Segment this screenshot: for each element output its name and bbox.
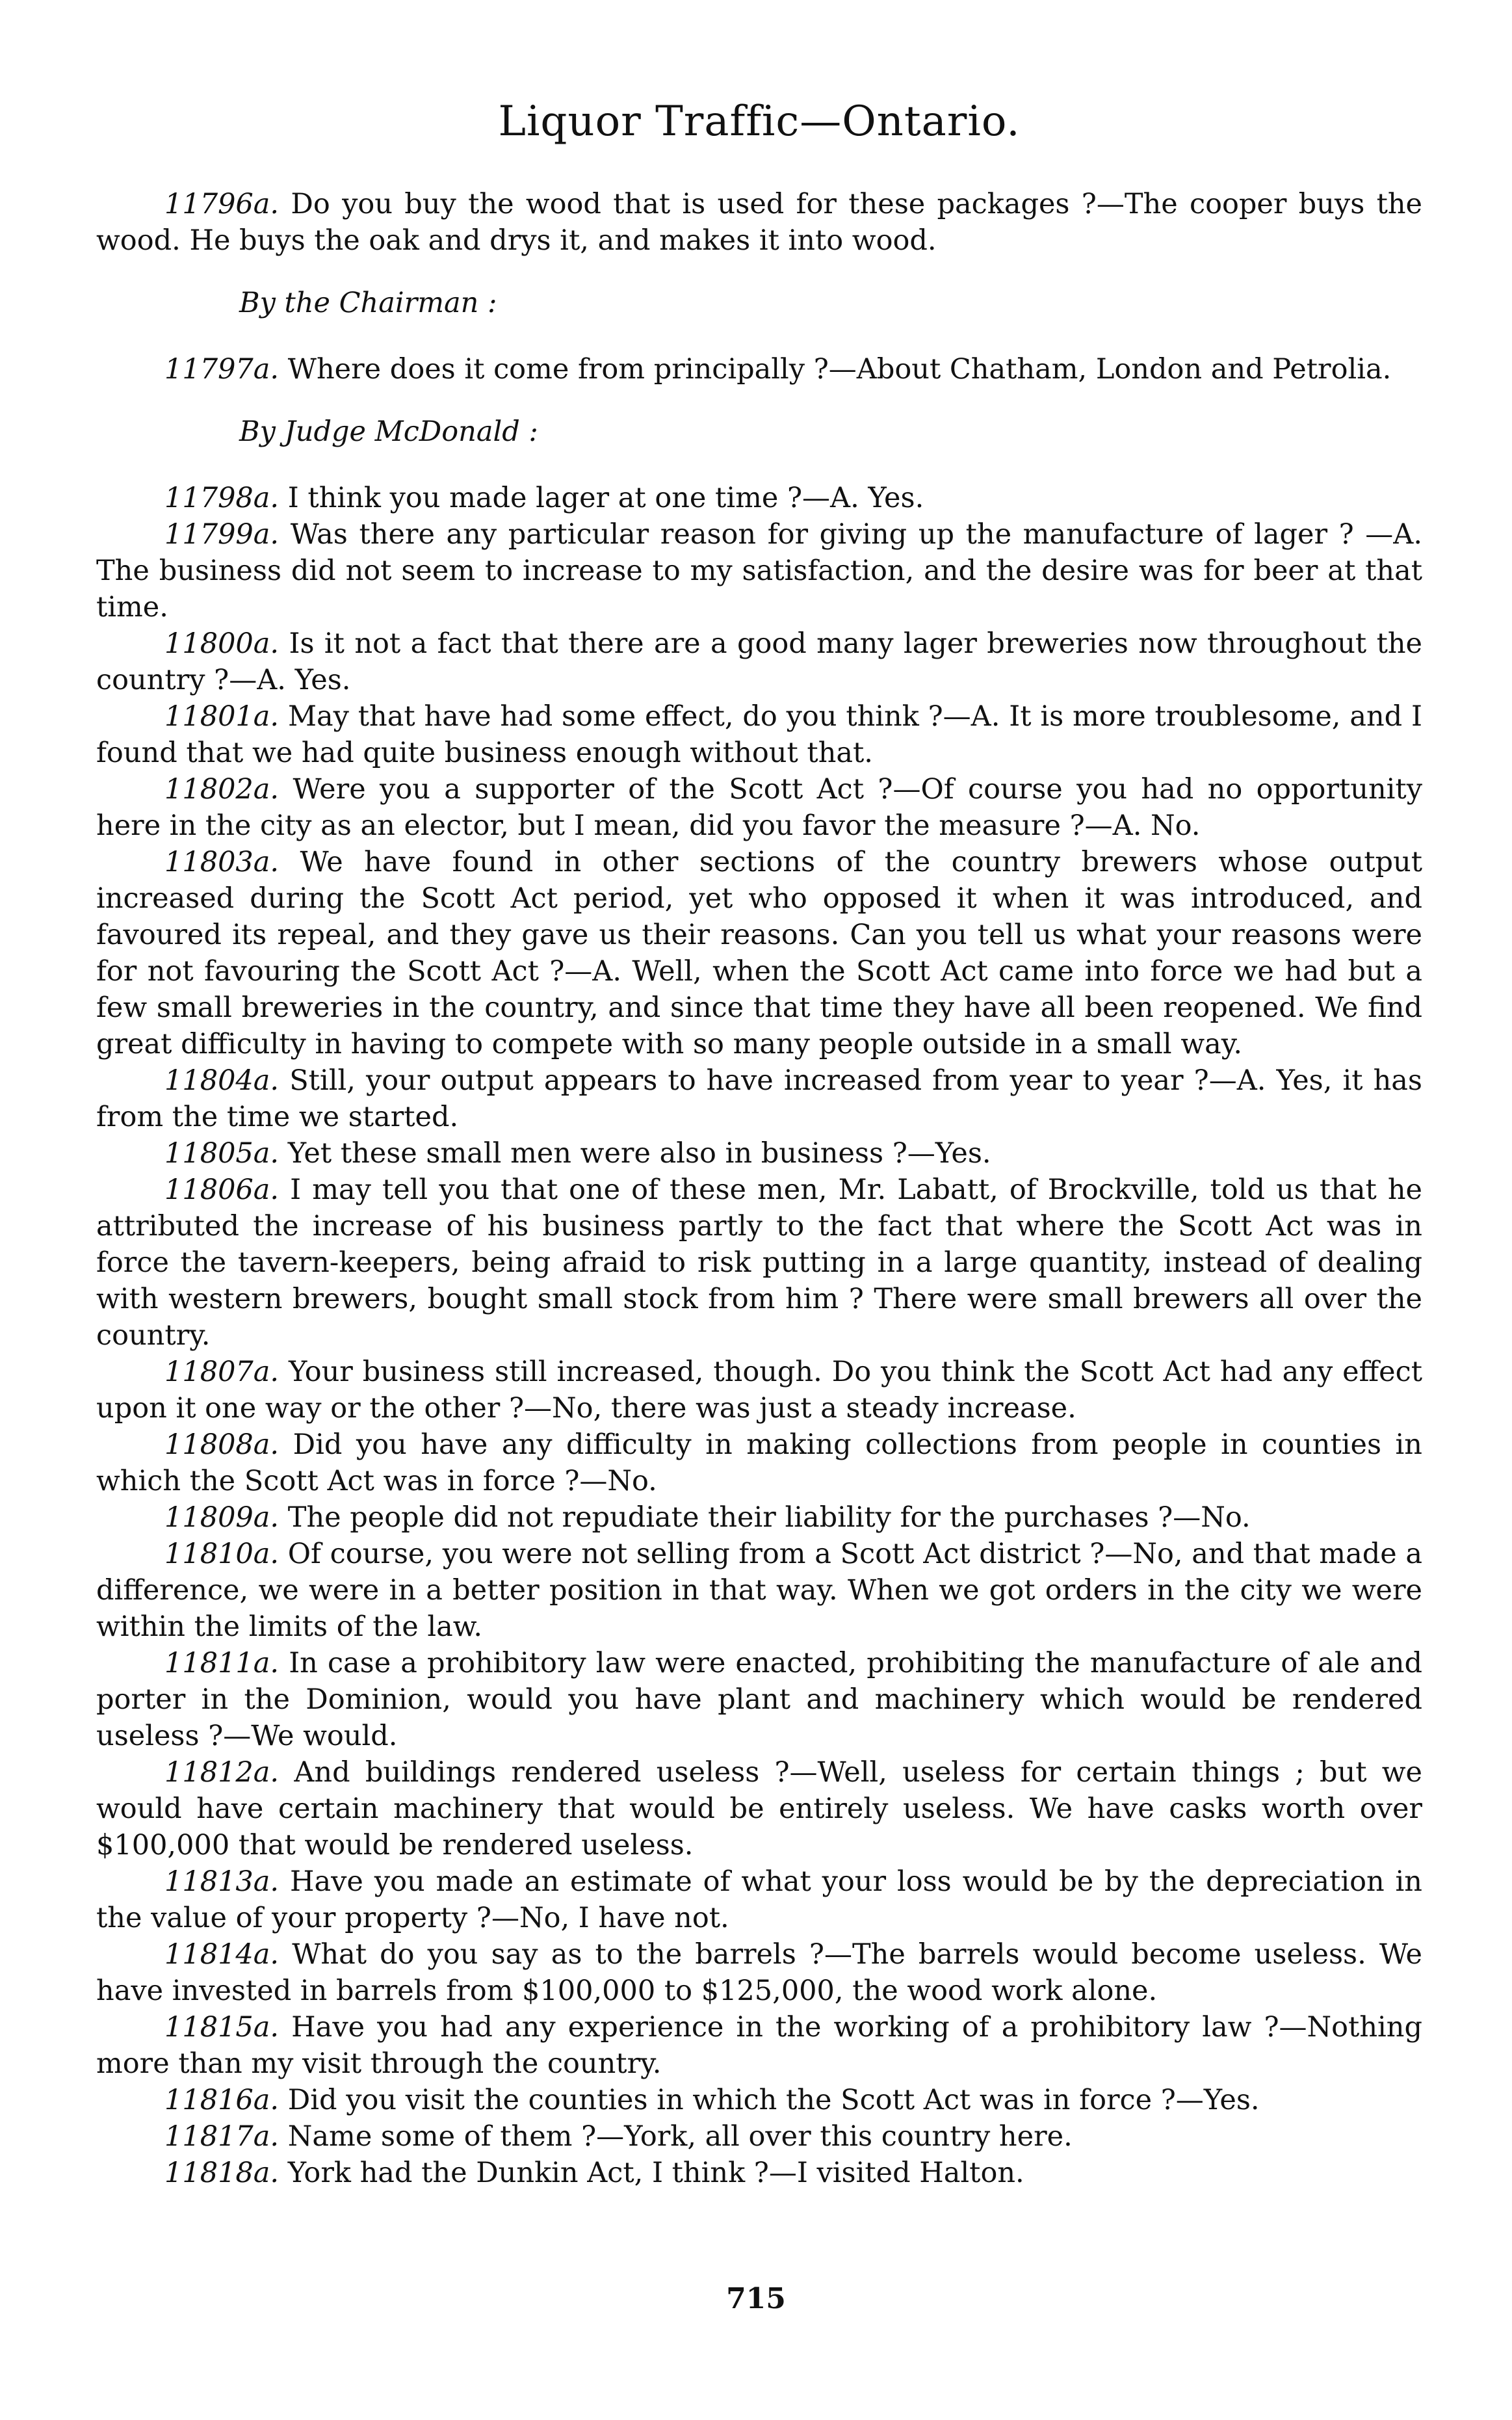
question-text: Yet these small men were also in business ?—Yes.	[279, 1137, 991, 1170]
question-number: 11810a.	[164, 1538, 280, 1570]
question-number: 11811a.	[164, 1647, 280, 1679]
question-entry	[96, 1645, 1422, 1754]
question-entry	[96, 186, 1422, 259]
question-number: 11808a.	[164, 1428, 280, 1461]
question-text: Of course, you were not selling from a Scott Act district ?—No, and that made a difference, we were in a better position in that way. When we got orders in the city we were within the limits of the law.	[96, 1538, 1422, 1643]
question-text: I may tell you that one of these men, Mr. Labatt, of Brockville, told us that he attributed the increase of his business partly to the fact that where the Scott Act was in force the tavern-keepers, being afraid to risk putting in a large quantity, instead of dealing with western brewers, bought small stock from him ? There were small brewers all over the country.	[96, 1174, 1422, 1352]
question-entry	[96, 1427, 1422, 1499]
question-number: 11797a.	[164, 353, 280, 386]
question-entry	[96, 480, 1422, 516]
question-text: Did you visit the counties in which the Scott Act was in force ?—Yes.	[279, 2084, 1260, 2116]
question-number: 11817a.	[164, 2120, 280, 2153]
question-text: Still, your output appears to have increased from year to year ?—A. Yes, it has from the time we started.	[96, 1064, 1422, 1133]
question-number: 11799a.	[164, 518, 280, 551]
question-number: 11796a.	[164, 188, 280, 220]
question-text: Were you a supporter of the Scott Act ?—Of course you had no opportunity here in the city as an elector, but I mean, did you favor the measure ?—A. No.	[96, 773, 1422, 842]
question-entry	[96, 1172, 1422, 1354]
question-entry	[96, 625, 1422, 698]
question-text: York had the Dunkin Act, I think ?—I visited Halton.	[279, 2157, 1024, 2189]
speaker-heading: By the Chairman :	[239, 287, 497, 319]
question-number: 11806a.	[164, 1174, 280, 1206]
speaker-heading: By Judge McDonald :	[239, 415, 538, 448]
question-number: 11816a.	[164, 2084, 280, 2116]
question-text: Have you had any experience in the working of a prohibitory law ?—Nothing more than my visit through the country.	[96, 2011, 1422, 2080]
question-entry	[96, 2118, 1422, 2155]
question-entry	[96, 351, 1422, 388]
question-entry	[96, 1354, 1422, 1427]
question-text: Was there any particular reason for giving up the manufacture of lager ? —A. The business did not seem to increase to my satisfaction, and the desire was for beer at that time.	[96, 518, 1422, 624]
question-entry	[96, 1536, 1422, 1645]
question-entry	[96, 2155, 1422, 2191]
question-number: 11814a.	[164, 1938, 280, 1971]
question-entry	[96, 516, 1422, 625]
question-number: 11802a.	[164, 773, 280, 806]
question-entry	[96, 2009, 1422, 2082]
question-text: Did you have any difficulty in making collections from people in counties in which the Scott Act was in force ?—No.	[96, 1428, 1422, 1497]
question-number: 11804a.	[164, 1064, 280, 1097]
question-text: Your business still increased, though. Do you think the Scott Act had any effect upon it one way or the other ?—No, there was just a steady increase.	[96, 1356, 1422, 1425]
question-entry	[96, 1754, 1422, 1863]
question-number: 11812a.	[164, 1756, 280, 1789]
question-text: We have found in other sections of the country brewers whose output increased during the Scott Act period, yet who opposed it when it was introduced, and favoured its repeal, and they gave us their reasons. Can you tell us what your reasons were for not favouring the Scott Act ?—A. Well, when the Scott Act came into force we had but a few small breweries in the country, and since that time they have all been reopened. We find great difficulty in having to compete with so many people outside in a small way.	[96, 846, 1422, 1060]
question-text: Where does it come from principally ?—About Chatham, London and Petrolia.	[279, 353, 1392, 386]
question-entry	[96, 2082, 1422, 2118]
question-text: I think you made lager at one time ?—A. Yes.	[279, 482, 924, 514]
question-number: 11805a.	[164, 1137, 280, 1170]
question-entry	[96, 698, 1422, 771]
question-number: 11807a.	[164, 1356, 280, 1388]
question-text: And buildings rendered useless ?—Well, useless for certain things ; but we would have certain machinery that would be entirely useless. We have casks worth over $100,000 that would be rendered useless.	[96, 1756, 1422, 1861]
question-number: 11800a.	[164, 627, 280, 660]
question-text: What do you say as to the barrels ?—The barrels would become useless. We have invested in barrels from $100,000 to $125,000, the wood work alone.	[96, 1938, 1422, 2007]
page-number: 715	[726, 2282, 786, 2315]
question-number: 11818a.	[164, 2157, 280, 2189]
document-page	[96, 98, 1422, 2191]
question-text: In case a prohibitory law were enacted, prohibiting the manufacture of ale and porter in the Dominion, would you have plant and machinery which would be rendered useless ?—We would.	[96, 1647, 1422, 1752]
question-entry	[96, 1863, 1422, 1936]
question-number: 11809a.	[164, 1501, 280, 1534]
question-entry	[96, 1135, 1422, 1172]
question-text: Name some of them ?—York, all over this country here.	[279, 2120, 1073, 2153]
question-text: Have you made an estimate of what your loss would be by the depreciation in the value of your property ?—No, I have not.	[96, 1865, 1422, 1934]
question-text: May that have had some effect, do you think ?—A. It is more troublesome, and I found that we had quite business enough without that.	[96, 700, 1422, 769]
question-entry	[96, 771, 1422, 844]
question-number: 11798a.	[164, 482, 280, 514]
question-text: The people did not repudiate their liability for the purchases ?—No.	[279, 1501, 1251, 1534]
document-body	[96, 186, 1422, 2191]
question-number: 11813a.	[164, 1865, 280, 1898]
question-entry	[96, 1499, 1422, 1536]
question-entry	[96, 1062, 1422, 1135]
question-text: Is it not a fact that there are a good many lager breweries now throughout the country ?—A. Yes.	[96, 627, 1422, 696]
question-number: 11815a.	[164, 2011, 280, 2044]
question-text: Do you buy the wood that is used for these packages ?—The cooper buys the wood. He buys the oak and drys it, and makes it into wood.	[96, 188, 1422, 257]
question-number: 11803a.	[164, 846, 280, 878]
page-title: Liquor Traffic—Ontario.	[498, 98, 1021, 146]
question-entry	[96, 844, 1422, 1062]
question-number: 11801a.	[164, 700, 280, 733]
question-entry	[96, 1936, 1422, 2009]
